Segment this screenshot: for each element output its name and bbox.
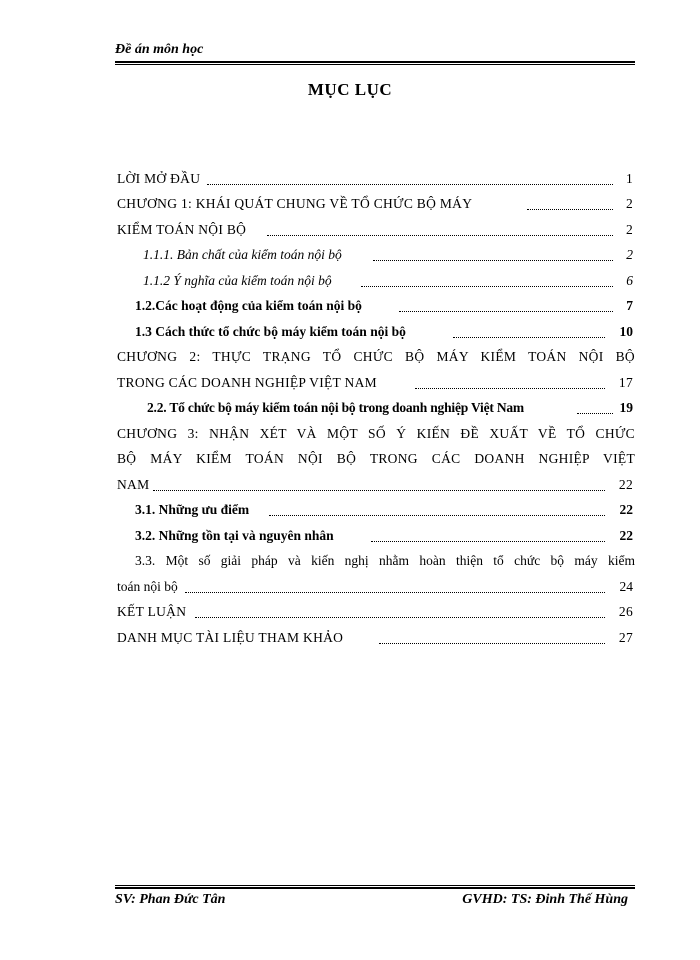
toc-entry bbox=[117, 624, 635, 650]
toc-entry bbox=[117, 191, 635, 217]
toc-leader bbox=[153, 490, 605, 491]
toc-entry-text: 1.1.1. Bản chất của kiểm toán nội bộ bbox=[143, 247, 342, 262]
toc-entry-text: 1.3 Cách thức tổ chức bộ máy kiểm toán nội bộ bbox=[135, 323, 406, 339]
toc-entry bbox=[117, 267, 635, 293]
toc-entry bbox=[117, 369, 635, 395]
toc-entry bbox=[117, 420, 635, 446]
header-rule bbox=[115, 61, 635, 65]
toc-entry-text: 3.1. Những ưu điểm bbox=[135, 502, 250, 517]
toc-leader bbox=[373, 260, 613, 261]
toc-entry-page: 22 bbox=[618, 476, 633, 492]
toc-leader bbox=[185, 592, 605, 593]
toc-entry bbox=[117, 573, 635, 599]
toc-entry-page: 1 bbox=[625, 170, 633, 186]
toc-entry bbox=[117, 318, 635, 344]
toc-entry bbox=[117, 471, 635, 497]
toc-leader bbox=[267, 235, 613, 236]
document-header: Đề án môn học bbox=[115, 42, 204, 57]
toc-entry-text: LỜI MỞ ĐẦU bbox=[117, 170, 201, 186]
toc-entry-page: 22 bbox=[619, 502, 633, 517]
footer-rule bbox=[115, 885, 635, 889]
footer-student: SV: Phan Đức Tân bbox=[115, 892, 226, 907]
toc-entry-text: 1.1.2 Ý nghĩa của kiểm toán nội bộ bbox=[143, 272, 332, 288]
toc-entry bbox=[117, 497, 635, 523]
table-of-contents bbox=[117, 165, 635, 650]
toc-entry-text: 1.2.Các hoạt động của kiểm toán nội bộ bbox=[135, 298, 362, 313]
toc-entry-text: 3.2. Những tồn tại và nguyên nhân bbox=[135, 527, 334, 543]
toc-entry-page: 2 bbox=[625, 196, 633, 211]
toc-entry-page: 26 bbox=[618, 604, 633, 619]
toc-entry-text: BỘ MÁY KIỂM TOÁN NỘI BỘ TRONG CÁC DOANH NGHIỆP VIỆT bbox=[117, 451, 635, 466]
toc-entry-text: TRONG CÁC DOANH NGHIỆP VIỆT NAM bbox=[117, 374, 377, 390]
toc-entry-text: CHƯƠNG 2: THỰC TRẠNG TỔ CHỨC BỘ MÁY KIỂM TOÁN NỘI BỘ bbox=[117, 349, 635, 364]
toc-entry bbox=[117, 293, 635, 319]
footer-advisor: GVHD: TS: Đinh Thế Hùng bbox=[462, 892, 628, 907]
toc-entry bbox=[117, 216, 635, 242]
toc-entry-text: 3.3. Một số giải pháp và kiến nghị nhằm hoàn thiện tổ chức bộ máy kiểm bbox=[135, 553, 635, 568]
toc-entry-text: NAM bbox=[117, 476, 150, 492]
toc-entry-page: 22 bbox=[619, 527, 633, 543]
toc-entry-page: 7 bbox=[626, 298, 633, 313]
toc-entry-page: 6 bbox=[626, 272, 633, 288]
toc-entry-text: CHƯƠNG 3: NHẬN XÉT VÀ MỘT SỐ Ý KIẾN ĐỀ XUẤT VỀ TỔ CHỨC bbox=[117, 425, 635, 441]
toc-leader bbox=[371, 541, 605, 542]
toc-entry bbox=[117, 395, 635, 421]
toc-entry bbox=[117, 242, 635, 268]
toc-entry bbox=[117, 599, 635, 625]
toc-entry-text: toán nội bộ bbox=[117, 578, 178, 594]
toc-entry-page: 17 bbox=[618, 374, 633, 390]
toc-entry-page: 27 bbox=[618, 629, 633, 645]
toc-entry-text: DANH MỤC TÀI LIỆU THAM KHẢO bbox=[117, 629, 344, 645]
toc-leader bbox=[379, 643, 605, 644]
toc-leader bbox=[577, 413, 613, 414]
toc-leader bbox=[527, 209, 613, 210]
toc-entry-text: KIỂM TOÁN NỘI BỘ bbox=[117, 221, 247, 237]
toc-entry-page: 2 bbox=[626, 247, 633, 262]
toc-entry-page: 2 bbox=[625, 221, 633, 237]
toc-entry-page: 19 bbox=[619, 400, 633, 415]
toc-entry bbox=[117, 344, 635, 370]
toc-leader bbox=[269, 515, 605, 516]
toc-entry-text: CHƯƠNG 1: KHÁI QUÁT CHUNG VỀ TỔ CHỨC BỘ MÁY bbox=[117, 196, 473, 211]
toc-entry-page: 10 bbox=[619, 323, 633, 339]
toc-leader bbox=[415, 388, 605, 389]
toc-leader bbox=[399, 311, 613, 312]
toc-entry bbox=[117, 522, 635, 548]
toc-leader bbox=[195, 617, 605, 618]
toc-leader bbox=[361, 286, 613, 287]
toc-leader bbox=[453, 337, 605, 338]
page-title: MỤC LỤC bbox=[307, 80, 393, 99]
toc-leader bbox=[207, 184, 613, 185]
toc-entry bbox=[117, 165, 635, 191]
toc-entry bbox=[117, 548, 635, 574]
toc-entry-text: KẾT LUẬN bbox=[117, 604, 187, 619]
toc-entry bbox=[117, 446, 635, 472]
toc-entry-text: 2.2. Tổ chức bộ máy kiểm toán nội bộ trong doanh nghiệp Việt Nam bbox=[147, 400, 524, 415]
toc-entry-page: 24 bbox=[619, 578, 633, 594]
